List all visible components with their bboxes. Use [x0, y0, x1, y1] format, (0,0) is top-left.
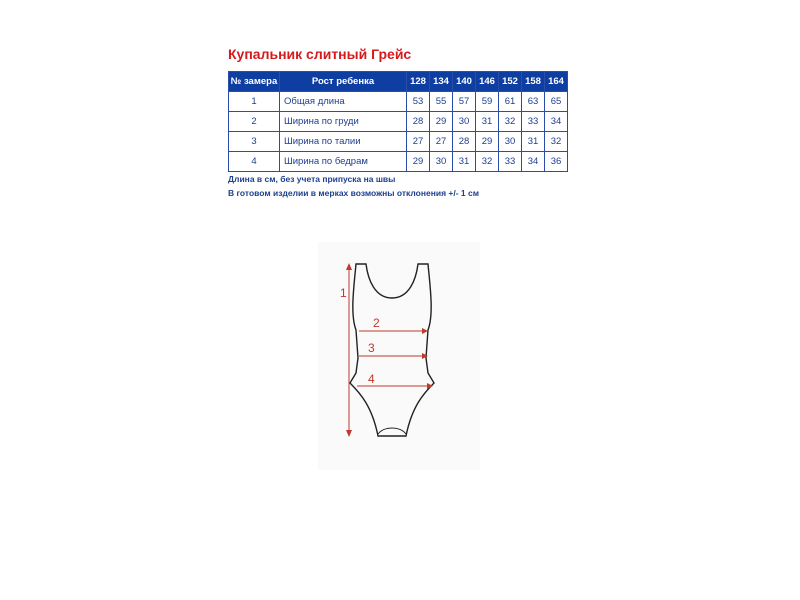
measure-value: 34: [545, 112, 568, 132]
measure-value: 30: [453, 112, 476, 132]
measure-num: 4: [229, 152, 280, 172]
table-header-row: [229, 72, 568, 92]
total-length-arrow-bottom: [346, 430, 352, 437]
header-size: 158: [522, 72, 545, 92]
measure-label-2: 2: [373, 316, 380, 330]
note-units: Длина в см, без учета припуска на швы: [228, 174, 396, 184]
table-row: [229, 132, 568, 152]
table-row: [229, 152, 568, 172]
measure-value: 28: [407, 112, 430, 132]
header-size: 152: [499, 72, 522, 92]
measure-name: Общая длина: [280, 92, 407, 112]
header-num: № замера: [229, 72, 280, 92]
measure-value: 61: [499, 92, 522, 112]
measure-value: 55: [430, 92, 453, 112]
header-size: 146: [476, 72, 499, 92]
measure-value: 31: [522, 132, 545, 152]
page-title: Купальник слитный Грейс: [228, 46, 412, 62]
measure-value: 31: [453, 152, 476, 172]
measure-name: Ширина по талии: [280, 132, 407, 152]
measure-value: 28: [453, 132, 476, 152]
waist-arrow-right: [422, 353, 428, 359]
measure-value: 53: [407, 92, 430, 112]
measure-value: 29: [430, 112, 453, 132]
header-param: Рост ребенка: [280, 72, 407, 92]
measure-label-1: 1: [340, 286, 347, 300]
measure-value: 27: [430, 132, 453, 152]
measure-value: 30: [499, 132, 522, 152]
measure-value: 33: [499, 152, 522, 172]
measure-value: 32: [476, 152, 499, 172]
measure-value: 63: [522, 92, 545, 112]
total-length-arrow-top: [346, 263, 352, 270]
measure-value: 31: [476, 112, 499, 132]
note-tolerance: В готовом изделии в мерках возможны отклонения +/- 1 см: [228, 188, 480, 198]
header-size: 164: [545, 72, 568, 92]
table-row: [229, 92, 568, 112]
measure-value: 30: [430, 152, 453, 172]
measure-name: Ширина по груди: [280, 112, 407, 132]
measure-value: 27: [407, 132, 430, 152]
measure-value: 29: [476, 132, 499, 152]
notes: [228, 172, 479, 200]
measure-value: 34: [522, 152, 545, 172]
measure-name: Ширина по бедрам: [280, 152, 407, 172]
swimsuit-outline: [350, 264, 434, 436]
measure-value: 32: [499, 112, 522, 132]
measure-label-4: 4: [368, 372, 375, 386]
measure-value: 36: [545, 152, 568, 172]
measure-value: 29: [407, 152, 430, 172]
header-size: 134: [430, 72, 453, 92]
measure-value: 59: [476, 92, 499, 112]
swimsuit-diagram: [330, 258, 470, 443]
header-size: 140: [453, 72, 476, 92]
measure-value: 33: [522, 112, 545, 132]
measure-value: 32: [545, 132, 568, 152]
measure-value: 65: [545, 92, 568, 112]
table-row: [229, 112, 568, 132]
size-table: [228, 71, 568, 172]
measure-num: 1: [229, 92, 280, 112]
header-size: 128: [407, 72, 430, 92]
measure-value: 57: [453, 92, 476, 112]
measure-num: 2: [229, 112, 280, 132]
measure-label-3: 3: [368, 341, 375, 355]
measure-num: 3: [229, 132, 280, 152]
